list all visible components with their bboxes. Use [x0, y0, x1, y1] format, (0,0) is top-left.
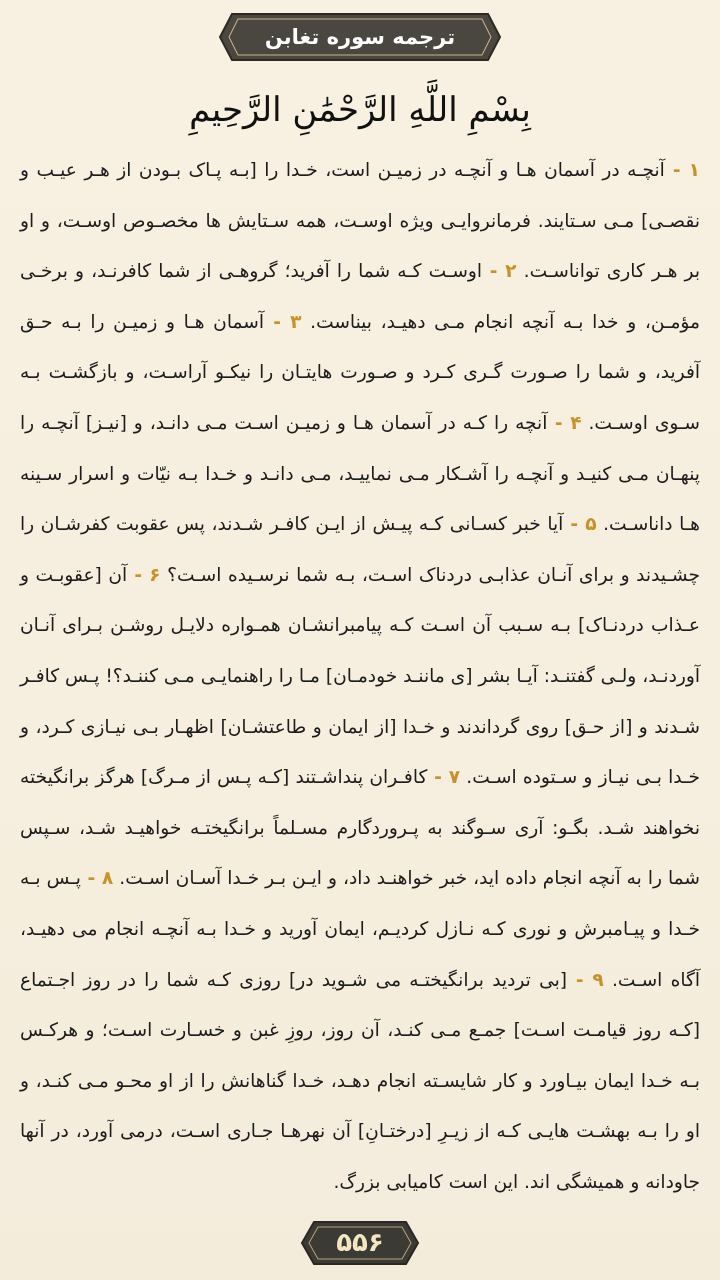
header-banner [218, 12, 502, 62]
page-title: ترجمه سوره تغابن [264, 25, 456, 49]
verse-number: ۵ [585, 514, 597, 536]
verse-number: ۱ [688, 160, 700, 181]
verse-text: آن [عقوبـت و عـذاب دردنـاک] بـه سـبب آن اسـت کـه پیامبرانشـان همـواره دلایـل روشـن بـرای آنـان آوردنـد، ولـی گفتنـد: آیـا بشر [ی ماننـد خودمـان] مـا را راهنمایـی مـی کننـد؟! پـس کافـر شـدند و [از حـق] روی گرداندند و خـدا [از ایمان و طاعتشـان] اظهـار بـی نیـازی کـرد، و خـدا بـی نیـاز و سـتوده اسـت. [20, 564, 700, 789]
verse-number: ۳ [290, 311, 302, 333]
verse-number: ۸ [101, 868, 114, 890]
verse-number: ۴ [570, 412, 582, 434]
verse-text: آسمان هـا و زمیـن را بـه حـق آفرید، و شما را صـورت گـری کـرد و صـورت هایتـان را نیکـو آراسـت، و بازگشـت بـه سـوی اوسـت. [20, 311, 701, 434]
verse-number: ۷ [448, 767, 461, 789]
page-number: ۵۵۶ [336, 1228, 384, 1258]
translation-text: ۱ - آنچـه در آسمان هـا و آنچـه در زمیـن است، خـدا را [بـه پـاک بـودن از هـر عیـب و نقصـی] مـی سـتایند. فرمانروایـی ویژه اوسـت، همه سـتایش ها مخصـوص اوسـت، و او بر هـر کاری تواناسـت. ۲ - اوسـت کـه شما را آفرید؛ گروهـی از شما کافرنـد، و برخـی مؤمـن، و خدا بـه آنچه انجام مـی دهیـد، بیناست. ۳ - آسمان هـا و زمیـن را بـه حـق آفرید، و شما را صـورت گـری کـرد و صـورت هایتـان را نیکـو آراسـت، و بازگشـت بـه سـوی اوسـت. ۴ - آنچه را کـه در آسمان هـا و زمیـن اسـت مـی دانـد، و [نیـز] آنچـه را پنهـان مـی کنیـد و آنچـه را آشـکار مـی نماییـد، مـی دانـد و خـدا بـه نیّات و اسرار سـینه هـا داناسـت. ۵ - آیا خبر کسـانی کـه پیـش از ایـن کافـر شـدند، پس عقوبت کفرشـان را چشـیدند و برای آنـان عذابـی دردناک اسـت، بـه شما نرسـیده اسـت؟ ۶ - آن [عقوبـت و عـذاب دردنـاک] بـه سـبب آن اسـت کـه پیامبرانشـان همـواره دلایـل روشـن بـرای آنـان آوردنـد، ولـی گفتنـد: آیـا بشر [ی ماننـد خودمـان] مـا را راهنمایـی مـی کننـد؟! پـس کافـر شـدند و [از حـق] روی گرداندند و خـدا [از ایمان و طاعتشـان] اظهـار بـی نیـازی کـرد، و خـدا بـی نیـاز و سـتوده اسـت. ۷ - کافـران پنداشـتند [کـه پـس از مـرگ] هرگز برانگیخته نخواهند شـد. بگـو: آری سـوگند به پـروردگارم مسـلماً برانگیختـه خواهیـد شـد، سـپس شما را به آنچه انجام داده اید، خبر خواهنـد داد، و ایـن بـر خـدا آسـان اسـت. ۸ - پـس بـه خـدا و پیـامبرش و نوری کـه نـازل کردیـم، ایمان آورید و خـدا بـه آنچـه انجام می دهیـد، آگاه اسـت. ۹ - [بی تردید برانگیختـه می شـوید در] روزی کـه شما را در روز اجـتماع [کـه روز قیامـت اسـت] جمـع مـی کنـد، آن روز، روزِ غبن و خسـارت اسـت؛ و هرکـس بـه خـدا ایمان بیـاورد و کار شایسـته انجام دهـد، خـدا گناهانش را از او محـو مـی کنـد، و او را بـه بهشـت هایـی کـه از زیـرِ [درختـانِ] آن نهرهـا جـاری اسـت، درمی آورد، در آنها جاودانه و همیشگی اند. این است کامیابی بزرگ. [20, 160, 701, 1193]
verse-text: آیا خبر کسـانی کـه پیـش از ایـن کافـر شـدند، پس عقوبت کفرشـان را چشـیدند و برای آنـان عذابـی دردناک اسـت، بـه شما نرسـیده اسـت؟ [20, 514, 700, 586]
verse-text: [بی تردید برانگیختـه می شـوید در] روزی کـه شما را در روز اجـتماع [کـه روز قیامـت اسـت] جمـع مـی کنـد، آن روز، روزِ غبن و خسـارت اسـت؛ و هرکـس بـه خـدا ایمان بیـاورد و کار شایسـته انجام دهـد، خـدا گناهانش را از او محـو مـی کنـد، و او را بـه بهشـت هایـی کـه از زیـرِ [درختـانِ] آن نهرهـا جـاری اسـت، درمی آورد، در آنها جاودانه و همیشگی اند. این است کامیابی بزرگ. [20, 969, 700, 1193]
verse-text: آنچـه در آسمان هـا و آنچـه در زمیـن است، خـدا را [بـه پـاک بـودن از هـر عیـب و نقصـی] مـی سـتایند. فرمانروایـی ویژه اوسـت، همه سـتایش ها مخصـوص اوسـت، و او بر هـر کاری تواناسـت. [20, 160, 700, 283]
page-number-badge [300, 1218, 420, 1268]
verse-text: پـس بـه خـدا و پیـامبرش و نوری کـه نـازل کردیـم، ایمان آورید و خـدا بـه آنچـه انجام می دهیـد، آگاه اسـت. [20, 868, 700, 991]
verse-number: ۹ [592, 969, 604, 991]
verse-text: اوسـت کـه شما را آفرید؛ گروهـی از شما کافرنـد، و برخـی مؤمـن، و خدا بـه آنچه انجام مـی دهیـد، بیناست. [20, 261, 700, 333]
verse-number: ۲ [505, 261, 517, 283]
basmala-calligraphy: بِسْمِ اللَّهِ الرَّحْمَٰنِ الرَّحِيمِ [189, 90, 531, 130]
verse-text: آنچه را کـه در آسمان هـا و زمیـن اسـت مـی دانـد، و [نیـز] آنچـه را پنهـان مـی کنیـد و آنچـه را آشـکار مـی نماییـد، مـی دانـد و خـدا بـه نیّات و اسرار سـینه هـا داناسـت. [20, 412, 700, 536]
verse-number: ۶ [149, 564, 161, 586]
verse-text: کافـران پنداشـتند [کـه پـس از مـرگ] هرگز برانگیخته نخواهند شـد. بگـو: آری سـوگند به پـروردگارم مسـلماً برانگیختـه خواهیـد شـد، سـپس شما را به آنچه انجام داده اید، خبر خواهنـد داد، و ایـن بـر خـدا آسـان اسـت. [20, 767, 700, 890]
